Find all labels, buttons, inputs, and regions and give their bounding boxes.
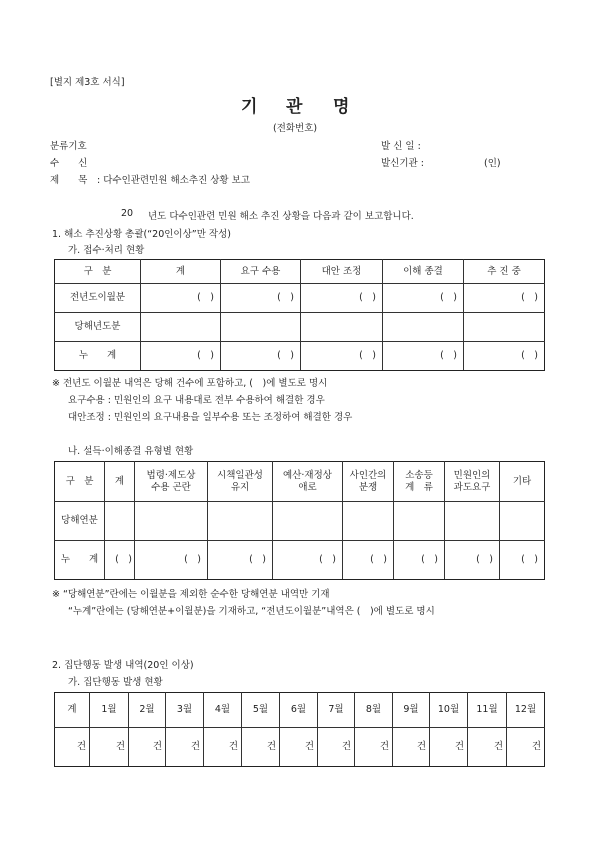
count-cell: 건 [55, 728, 90, 767]
table-header: 추 진 중 [464, 260, 545, 284]
header-line: 민원인의 [453, 469, 491, 481]
count-cell: 건 [90, 728, 129, 767]
table-cell: ( ) [383, 342, 464, 371]
table-cell [221, 313, 301, 342]
month-header: 10월 [430, 693, 468, 728]
subject-label: 제 목 [50, 175, 88, 186]
table-row [55, 342, 545, 371]
table-row [55, 284, 545, 313]
table-header: 구 분 [55, 260, 141, 284]
persuasion-table [54, 461, 545, 580]
month-header: 4월 [204, 693, 242, 728]
table-cell: ( ) [464, 284, 545, 313]
note-3: 대안조정 : 민원인의 요구내용을 일부수용 또는 조정하여 해결한 경우 [68, 412, 353, 423]
month-header: 3월 [166, 693, 204, 728]
table-cell [141, 313, 221, 342]
month-header: 12월 [507, 693, 545, 728]
month-header: 11월 [468, 693, 507, 728]
count-cell: 건 [242, 728, 280, 767]
header-line: 사인간의 [349, 469, 387, 481]
table-cell: ( ) [500, 541, 545, 580]
table-cell [105, 502, 135, 541]
table-cell [135, 502, 208, 541]
month-header: 9월 [393, 693, 430, 728]
table-header [343, 462, 394, 502]
title-char-1: 기 [241, 97, 258, 117]
count-cell: 건 [507, 728, 545, 767]
header-line: 유지 [230, 481, 250, 493]
table-row [55, 728, 545, 767]
row-label: 누 계 [55, 541, 105, 580]
intake-table [54, 259, 545, 371]
table-header: 구 분 [55, 462, 105, 502]
month-header: 5월 [242, 693, 280, 728]
table-row [55, 313, 545, 342]
month-header: 7월 [318, 693, 355, 728]
row-label: 당해연분 [55, 502, 105, 541]
header-line: 계 류 [405, 481, 433, 493]
table-cell: ( ) [273, 541, 343, 580]
table-header: 기타 [500, 462, 545, 502]
table-cell [343, 502, 394, 541]
table-header: 요구 수용 [221, 260, 301, 284]
header-line: 소송등 [405, 469, 433, 481]
table-cell: ( ) [445, 541, 500, 580]
table-header [208, 462, 273, 502]
row-label: 당해년도분 [55, 313, 141, 342]
table-cell: ( ) [383, 284, 464, 313]
note-2: 요구수용 : 민원인의 요구 내용대로 전부 수용하여 해결한 경우 [68, 395, 325, 406]
table-cell [273, 502, 343, 541]
table-cell: ( ) [208, 541, 273, 580]
count-cell: 건 [166, 728, 204, 767]
table-cell: ( ) [221, 284, 301, 313]
count-cell: 건 [280, 728, 318, 767]
header-line: 법령·제도상 [146, 469, 196, 481]
table-header: 계 [105, 462, 135, 502]
title-char-2: 관 [286, 97, 303, 117]
intro-year-prefix: 20 [121, 208, 134, 219]
section1-heading: 1. 해소 추진상황 총괄(“20인이상”만 작성) [52, 229, 231, 240]
header-line: 예산·재정상 [283, 469, 332, 481]
table-cell: ( ) [343, 541, 394, 580]
table-cell [208, 502, 273, 541]
sender-label: 발신기관 : [381, 158, 424, 169]
table-header: 대안 조정 [301, 260, 383, 284]
send-date-label: 발 신 일 : [381, 141, 421, 152]
count-cell: 건 [204, 728, 242, 767]
month-header: 1월 [90, 693, 129, 728]
month-header: 6월 [280, 693, 318, 728]
section1-subheading2: 나. 설득·이해종결 유형별 현황 [68, 446, 194, 457]
table-row [55, 541, 545, 580]
count-cell: 건 [393, 728, 430, 767]
row-label: 누 계 [55, 342, 141, 371]
header-line: 애로 [298, 481, 317, 493]
table-header: 계 [141, 260, 221, 284]
table-cell: ( ) [141, 342, 221, 371]
table-cell: ( ) [141, 284, 221, 313]
table-header [135, 462, 208, 502]
table-cell [301, 313, 383, 342]
count-cell: 건 [355, 728, 393, 767]
note2-2: “누계”란에는 (당해연분+이월분)을 기재하고, “전년도이월분”내역은 ( )에 별도로 명시 [68, 606, 435, 617]
phone-note: (전화번호) [273, 123, 318, 134]
title-char-3: 명 [333, 97, 350, 117]
section2-heading: 2. 집단행동 발생 내역(20인 이상) [52, 660, 194, 671]
note-1: ※ 전년도 이월분 내역은 당해 건수에 포함하고, ( )에 별도로 명시 [52, 378, 328, 389]
table-cell: ( ) [221, 342, 301, 371]
header-line: 시책일관성 [217, 469, 263, 481]
collective-action-table [54, 692, 545, 767]
table-header [273, 462, 343, 502]
table-row [55, 502, 545, 541]
header-line: 수용 곤란 [151, 481, 191, 493]
header-line: 과도요구 [453, 481, 491, 493]
month-header: 8월 [355, 693, 393, 728]
section2-subheading: 가. 집단행동 발생 현황 [68, 677, 163, 688]
table-header [445, 462, 500, 502]
row-label: 전년도이월분 [55, 284, 141, 313]
note2-1: ※ “당해연분”란에는 이월분을 제외한 순수한 당해연분 내역만 기재 [52, 589, 330, 600]
header-line: 분쟁 [358, 481, 378, 493]
table-cell [383, 313, 464, 342]
table-cell [394, 502, 445, 541]
count-cell: 건 [129, 728, 166, 767]
table-cell: ( ) [105, 541, 135, 580]
seal-mark: (인) [484, 158, 501, 169]
table-cell [500, 502, 545, 541]
table-header [394, 462, 445, 502]
section1-subheading: 가. 접수·처리 현황 [68, 245, 145, 256]
table-cell: ( ) [464, 342, 545, 371]
subject-value: : 다수인관련민원 해소추진 상황 보고 [97, 175, 250, 186]
table-header: 이해 종결 [383, 260, 464, 284]
table-cell: ( ) [301, 342, 383, 371]
count-cell: 건 [468, 728, 507, 767]
table-cell: ( ) [301, 284, 383, 313]
recipient-label: 수 신 [50, 158, 88, 169]
intro-text: 년도 다수인관련 민원 해소 추진 상황을 다음과 같이 보고합니다. [148, 211, 414, 222]
month-header: 계 [55, 693, 90, 728]
count-cell: 건 [430, 728, 468, 767]
table-cell [464, 313, 545, 342]
table-cell [445, 502, 500, 541]
table-cell: ( ) [135, 541, 208, 580]
month-header: 2월 [129, 693, 166, 728]
count-cell: 건 [318, 728, 355, 767]
class-no-label: 분류기호 [50, 141, 87, 152]
table-cell: ( ) [394, 541, 445, 580]
form-label: [별지 제3호 서식] [50, 77, 125, 88]
